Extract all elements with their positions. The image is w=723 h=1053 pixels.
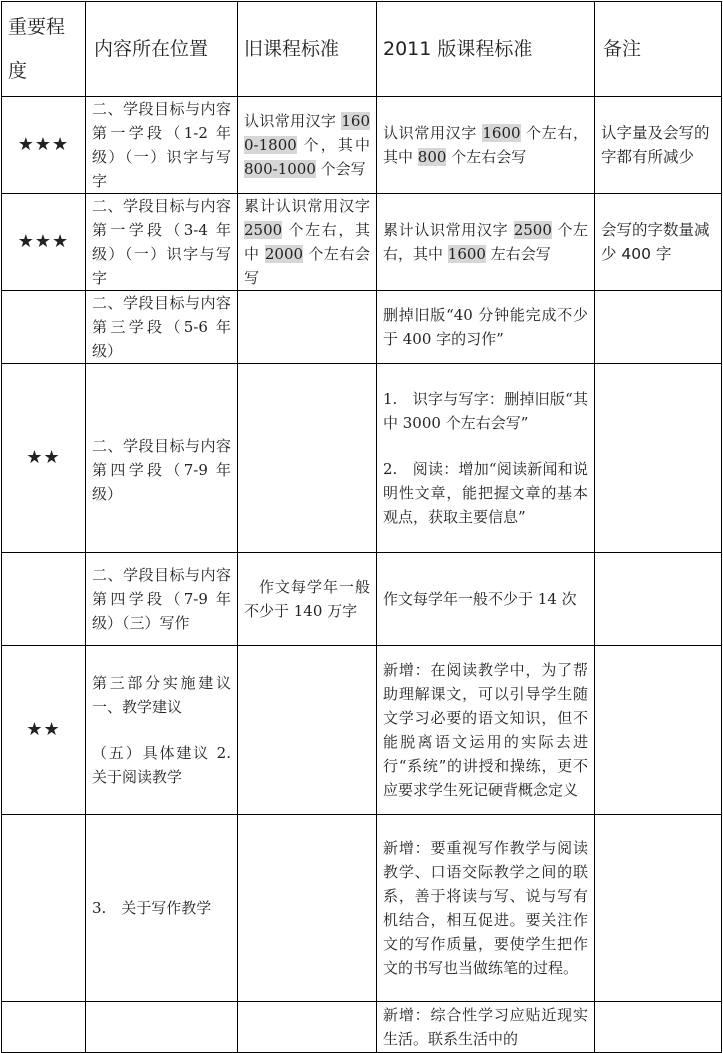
table-row bbox=[2, 194, 722, 291]
table-row bbox=[2, 364, 722, 553]
location-cell bbox=[86, 646, 247, 815]
new-standard-cell: 新增：要重视写作教学与阅读教学、口语交际教学之间的联系，善于将读与写、说与写有机结合，相互促进。要关注作文的写作质量，要使学生把作文的书写也当做练笔的过程。 bbox=[377, 815, 595, 1002]
location-cell: 二、学段目标与内容 第一学段（3-4 年级）（一）识字与写字 bbox=[86, 194, 238, 291]
highlighted-number: 800-1000 bbox=[244, 160, 316, 178]
paragraph-gap bbox=[92, 719, 231, 741]
new-standard-item: 2. 阅读：增加“阅读新闻和说明性文章，能把握文章的基本观点，获取主要信息” bbox=[383, 460, 588, 526]
header-row bbox=[2, 2, 722, 97]
old-standard-cell: 累计认识常用汉字 2500 个左右，其中 2000 个左右会写 bbox=[238, 194, 377, 291]
old-standard-cell bbox=[238, 1002, 377, 1053]
location-cell: 二、学段目标与内容 第四学段（7-9 年级） bbox=[86, 364, 238, 553]
new-standard-item: 1. 识字与写字：删掉旧版“其中 3000 个左右会写” bbox=[383, 390, 588, 432]
old-standard-cell: 认识常用汉字 1600-1800 个，其中 800-1000 个会写 bbox=[238, 97, 377, 194]
importance-stars: ★★ bbox=[2, 364, 86, 553]
header-remarks: 备注 bbox=[595, 2, 722, 97]
table-row bbox=[2, 1002, 722, 1053]
old-standard-cell bbox=[238, 364, 377, 553]
location-line: （五）具体建议 2. 关于阅读教学 bbox=[92, 744, 247, 786]
importance-stars bbox=[2, 291, 86, 364]
remarks-cell: 会写的字数量减少 400 字 bbox=[595, 194, 722, 291]
new-standard-cell: 新增：综合性学习应贴近现实生活。联系生活中的 bbox=[377, 1002, 595, 1053]
new-standard-cell: 累计认识常用汉字 2500 个左右，其中 1600 左右会写 bbox=[377, 194, 595, 291]
old-standard-cell bbox=[238, 646, 377, 815]
header-new-standard: 2011 版课程标准 bbox=[377, 2, 595, 97]
new-standard-cell: 新增：在阅读教学中，为了帮助理解课文，可以引导学生随文学习必要的语文知识，但不能脱离语文运用的实际去进行“系统”的讲授和操练，更不应要求学生死记硬背概念定义 bbox=[377, 646, 595, 815]
importance-stars: ★★★ bbox=[2, 194, 86, 291]
header-old-standard: 旧课程标准 bbox=[238, 2, 377, 97]
header-location: 内容所在位置 bbox=[86, 2, 238, 97]
new-standard-cell: 作文每学年一般不少于 14 次 bbox=[377, 553, 595, 646]
highlighted-number: 1600 bbox=[482, 124, 521, 142]
location-cell bbox=[86, 1002, 238, 1053]
highlighted-number: 2500 bbox=[244, 221, 283, 239]
importance-stars: ★★ bbox=[2, 646, 86, 815]
importance-stars: ★★★ bbox=[2, 97, 86, 194]
highlighted-number: 1600-1800 bbox=[244, 112, 370, 154]
location-line: 第三部分实施建议 一、教学建议 bbox=[92, 674, 247, 716]
remarks-cell bbox=[595, 815, 722, 1002]
highlighted-number: 800 bbox=[417, 148, 447, 166]
table-row bbox=[2, 815, 722, 1002]
header-importance: 重要程度 bbox=[2, 2, 86, 97]
importance-stars bbox=[2, 815, 86, 1002]
table-row bbox=[2, 646, 722, 815]
remarks-cell bbox=[595, 291, 722, 364]
highlighted-number: 2000 bbox=[264, 245, 304, 263]
remarks-cell bbox=[595, 646, 722, 815]
new-standard-cell: 认识常用汉字 1600 个左右，其中 800 个左右会写 bbox=[377, 97, 595, 194]
table-row bbox=[2, 291, 722, 364]
table-row bbox=[2, 553, 722, 646]
old-standard-cell bbox=[238, 815, 377, 1002]
highlighted-number: 1600 bbox=[447, 245, 486, 263]
importance-stars bbox=[2, 553, 86, 646]
old-standard-cell bbox=[238, 291, 377, 364]
remarks-cell bbox=[595, 364, 722, 553]
highlighted-number: 2500 bbox=[513, 221, 552, 239]
location-cell: 二、学段目标与内容 第四学段（7-9 年级）（三）写作 bbox=[86, 553, 238, 646]
remarks-cell bbox=[595, 1002, 722, 1053]
importance-stars bbox=[2, 1002, 86, 1053]
location-cell: 3. 关于写作教学 bbox=[86, 815, 238, 1002]
location-cell: 二、学段目标与内容 第三学段（5-6 年级） bbox=[86, 291, 238, 364]
new-standard-cell: 删掉旧版“40 分钟能完成不少于 400 字的习作” bbox=[377, 291, 595, 364]
old-standard-cell: 作文每学年一般不少于 140 万字 bbox=[238, 553, 377, 646]
location-cell: 二、学段目标与内容 第一学段（1-2 年级）（一）识字与写字 bbox=[86, 97, 238, 194]
remarks-cell bbox=[595, 553, 722, 646]
paragraph-gap bbox=[383, 435, 588, 457]
table-row bbox=[2, 97, 722, 194]
remarks-cell: 认字量及会写的字都有所减少 bbox=[595, 97, 722, 194]
new-standard-cell bbox=[377, 364, 595, 553]
comparison-table bbox=[1, 1, 722, 1053]
